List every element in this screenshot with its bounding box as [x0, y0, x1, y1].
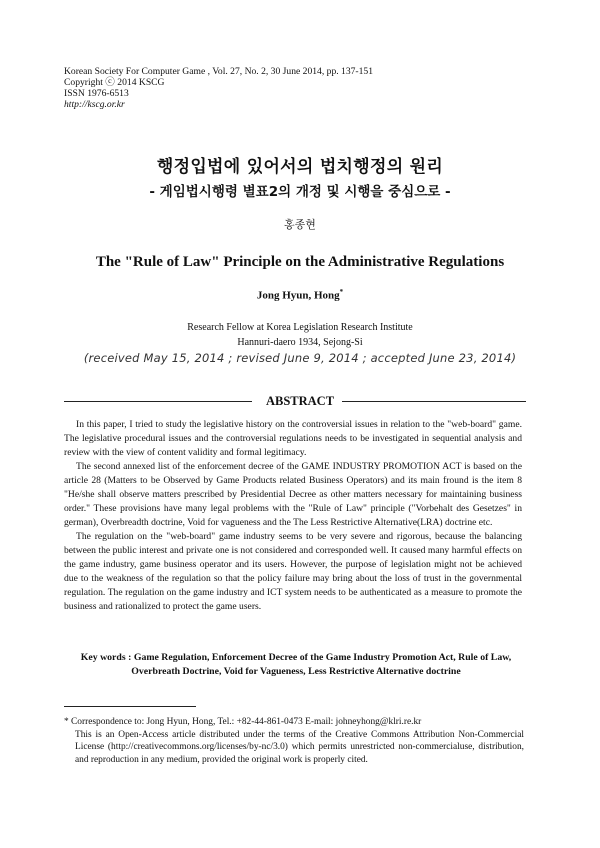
abstract-heading: ABSTRACT	[265, 394, 335, 408]
license-footnote: This is an Open-Access article distributed under the terms of the Creative Commons Attribution Non-Commercial License (http://creativecommons.org/licenses/by-nc/3.0) which permits unrestricted non-commercialuse, distribution, and reproduction in any medium, provided the original work is properly cited.	[75, 729, 524, 765]
journal-citation: Korean Society For Computer Game , Vol. 27, No. 2, 30 June 2014, pp. 137-151	[64, 66, 374, 77]
korean-subtitle: - 게임법시행령 별표2의 개정 및 시행을 중심으로 -	[149, 184, 451, 200]
copyright-line: Copyright ⓒ 2014 KSCG	[64, 77, 165, 88]
affiliation-line-1: Research Fellow at Korea Legislation Research Institute	[187, 322, 413, 333]
received-dates: (received May 15, 2014 ; revised June 9, 2014 ; accepted June 23, 2014)	[83, 351, 517, 365]
korean-title: 행정입법에 있어서의 법치행정의 원리	[156, 157, 444, 177]
english-title: The "Rule of Law" Principle on the Administrative Regulations	[95, 254, 505, 270]
abstract-paragraph: The regulation on the "web-board" game industry seems to be very severe and rigorous, because the balancing between the public interest and private one is not considered and corresponded well. It caused many harmful effects on the game industry, game business operator and its users. However, the purpose of legislation might not be achieved due to the weakness of the regulation so that the policy failure may bring about the loss of trust in the governmental regulation. The regulation on the game industry and ICT system needs to be authenticated as a measure to promote the business and rationalized to protect the game users.	[64, 531, 522, 612]
abstract-paragraph: In this paper, I tried to study the legislative history on the controversial issues in relation to the "web-board" game. The legislative procedural issues and the controversial regulations needs to be investigated in sequential analysis and review with the view of content validity and formal legitimacy.	[64, 419, 522, 458]
abstract-rule-right	[342, 401, 526, 402]
abstract-body	[64, 418, 522, 614]
issn-line: ISSN 1976-6513	[64, 88, 129, 99]
journal-url-link[interactable]: http://kscg.or.kr	[64, 99, 125, 110]
correspondence-mark: *	[339, 288, 344, 296]
keywords: Key words : Game Regulation, Enforcement Decree of the Game Industry Promotion Act, Rule of Law, Overbreath Doctrine, Void for Vagueness, Less Restrictive Alternative doctrine	[80, 652, 512, 677]
english-author	[0, 288, 600, 302]
correspondence-footnote: * Correspondence to: Jong Hyun, Hong, Tel.: +82-44-861-0473 E-mail: johneyhong@klri.re.kr	[64, 717, 422, 727]
korean-author: 홍종현	[284, 219, 316, 231]
author-name: Jong Hyun, Hong	[256, 289, 340, 302]
abstract-paragraph: The second annexed list of the enforcement decree of the GAME INDUSTRY PROMOTION ACT is based on the article 28 (Matters to be Observed by Game Products related Business Operators) and its main fround is the item 8 "He/she shall observe matters prescribed by Presidential Decree as other matters necessary for maintaining business order." These provisions have many legal problems with the "Rule of Law" principle ("Vorbehalt des Gesetzes" in german), Overbreadth doctrine, Void for vagueness and the The Less Restrictive Alternative(LRA) doctrine etc.	[64, 461, 522, 528]
journal-header	[64, 66, 373, 110]
affiliation-line-2: Hannuri-daero 1934, Sejong-Si	[237, 337, 363, 348]
footnotes	[64, 716, 524, 766]
footnote-divider	[64, 706, 196, 707]
